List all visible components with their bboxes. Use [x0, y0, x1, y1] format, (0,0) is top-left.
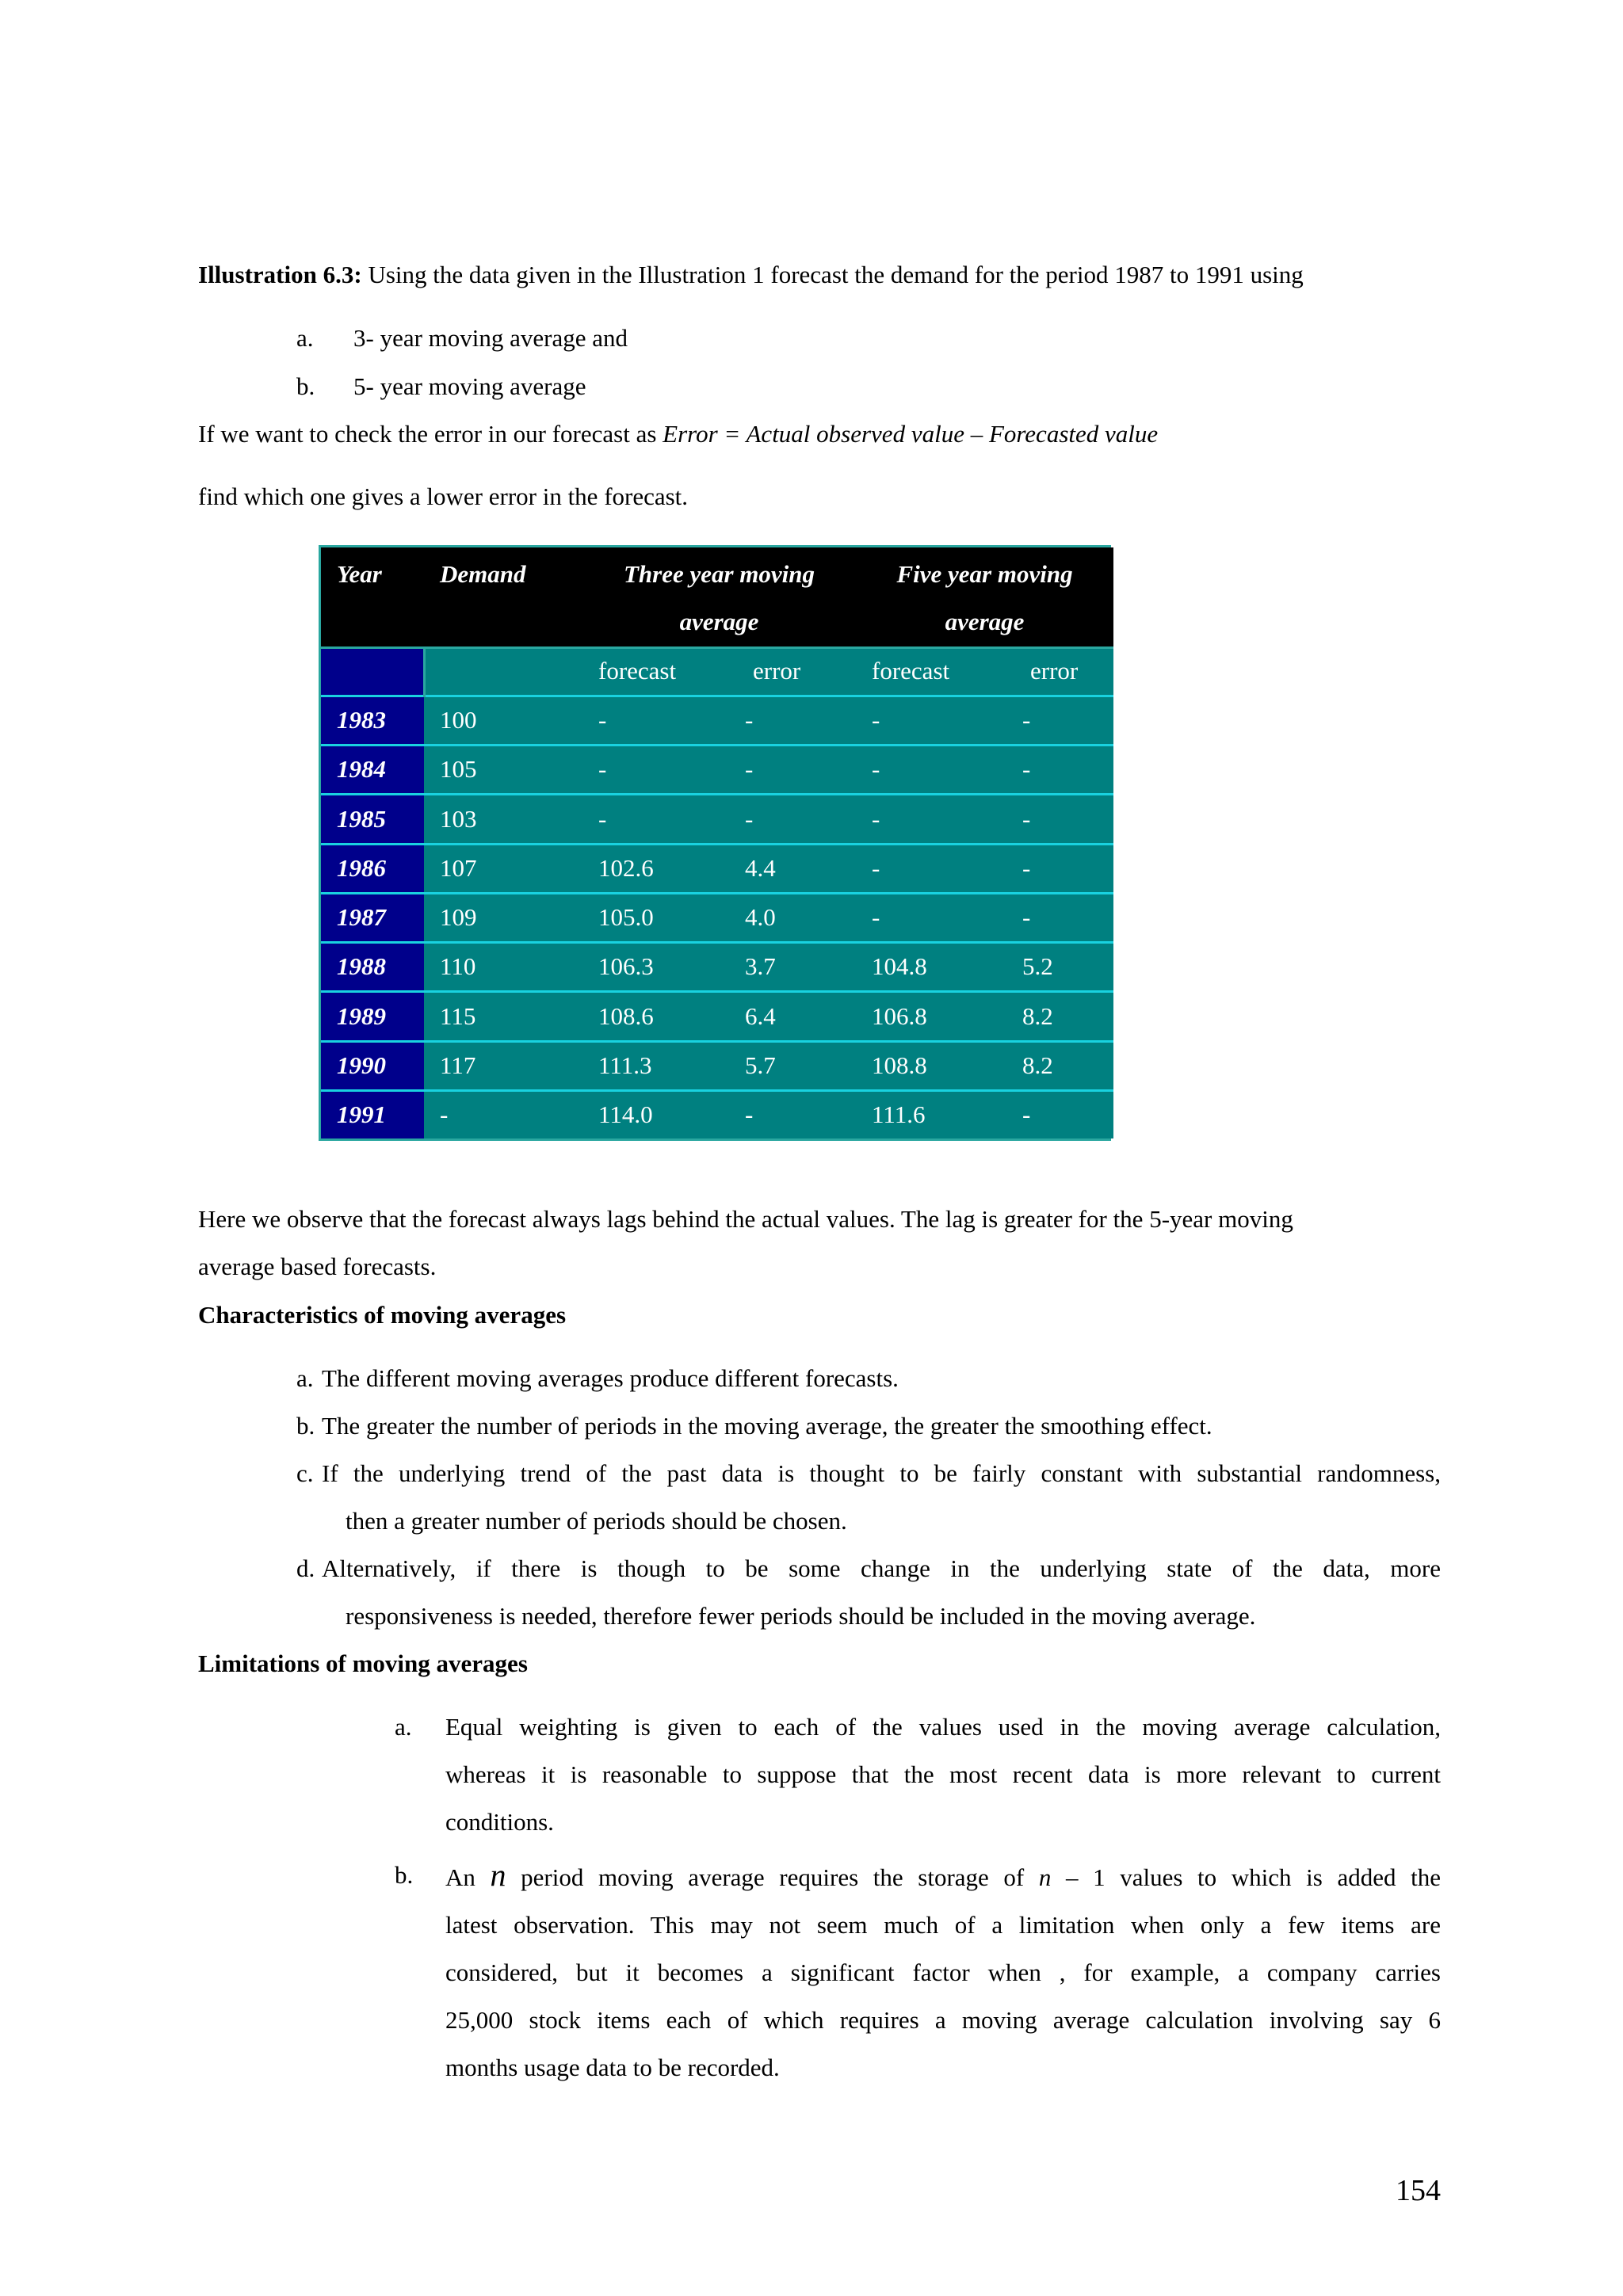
- demand-cell: 110: [424, 943, 582, 992]
- table-row: [321, 696, 1113, 745]
- list-item: Alternatively, if there is though to be some change in the underlying state of the data, more: [322, 1554, 1441, 1582]
- three-year-forecast-cell: -: [582, 795, 729, 844]
- five-year-forecast-cell: -: [856, 893, 1006, 942]
- limitation-a-line: Equal weighting is given to each of the values used in the moving average calculation,: [445, 1713, 1441, 1741]
- table-row: [321, 893, 1113, 942]
- limitation-a-line: conditions.: [445, 1808, 554, 1836]
- five-year-forecast-cell: -: [856, 844, 1006, 893]
- five-year-error-cell: 8.2: [1006, 1041, 1113, 1090]
- list-marker: b.: [395, 1861, 414, 1889]
- three-year-error-cell: 4.4: [729, 844, 856, 893]
- year-cell: 1990: [321, 1041, 424, 1090]
- demand-cell: 115: [424, 992, 582, 1041]
- list-marker: b.: [296, 1412, 315, 1440]
- three-year-error-cell: 6.4: [729, 992, 856, 1041]
- list-marker: c.: [296, 1459, 314, 1487]
- table-row: [321, 844, 1113, 893]
- year-cell: 1983: [321, 696, 424, 745]
- table-row: [321, 1041, 1113, 1090]
- list-item: The different moving averages produce different forecasts.: [322, 1364, 899, 1392]
- list-item: If the underlying trend of the past data is thought to be fairly constant with substantial randomness,: [322, 1459, 1441, 1487]
- three-year-forecast-cell: -: [582, 746, 729, 795]
- header-demand: Demand: [424, 547, 582, 647]
- observation-line: average based forecasts.: [198, 1253, 437, 1280]
- three-year-error-cell: -: [729, 746, 856, 795]
- five-year-error-cell: -: [1006, 795, 1113, 844]
- question-text: find which one gives a lower error in the forecast.: [198, 482, 689, 510]
- list-marker: a.: [296, 1364, 314, 1392]
- limitation-b-line: latest observation. This may not seem much of a limitation when only a few items are: [445, 1911, 1441, 1939]
- five-year-forecast-cell: 111.6: [856, 1090, 1006, 1138]
- year-cell: 1986: [321, 844, 424, 893]
- list-marker: d.: [296, 1554, 315, 1582]
- demand-cell: 117: [424, 1041, 582, 1090]
- demand-cell: 100: [424, 696, 582, 745]
- illustration-label: Illustration 6.3:: [198, 261, 362, 288]
- list-item-continuation: responsiveness is needed, therefore fewer periods should be included in the moving average.: [346, 1602, 1256, 1630]
- three-year-forecast-cell: 106.3: [582, 943, 729, 992]
- three-year-forecast-cell: 111.3: [582, 1041, 729, 1090]
- five-year-error-cell: -: [1006, 696, 1113, 745]
- year-cell: 1988: [321, 943, 424, 992]
- five-year-forecast-cell: -: [856, 746, 1006, 795]
- five-year-forecast-cell: 108.8: [856, 1041, 1006, 1090]
- limitation-b-line: 25,000 stock items each of which requires a moving average calculation involving say 6: [445, 2006, 1441, 2034]
- list-marker: b.: [296, 372, 315, 400]
- three-year-forecast-cell: 108.6: [582, 992, 729, 1041]
- three-year-error-cell: 4.0: [729, 893, 856, 942]
- list-item: 3- year moving average and: [353, 324, 628, 352]
- demand-cell: -: [424, 1090, 582, 1138]
- table-row: [321, 795, 1113, 844]
- subheader-error: error: [1006, 647, 1113, 696]
- demand-cell: 103: [424, 795, 582, 844]
- error-formula: Error = Actual observed value – Forecasted value: [663, 420, 1159, 448]
- table-row: [321, 943, 1113, 992]
- variable-n: n: [1038, 1863, 1052, 1891]
- table-subheader-row: [321, 647, 1113, 696]
- three-year-error-cell: 5.7: [729, 1041, 856, 1090]
- limitation-b-line: considered, but it becomes a significant factor when , for example, a company carries: [445, 1958, 1441, 1986]
- five-year-forecast-cell: 106.8: [856, 992, 1006, 1041]
- header-year: Year: [321, 547, 424, 647]
- three-year-forecast-cell: 114.0: [582, 1090, 729, 1138]
- limitation-a-line: whereas it is reasonable to suppose that the most recent data is more relevant to current: [445, 1760, 1441, 1788]
- moving-average-table: [319, 545, 1111, 1141]
- error-prefix: If we want to check the error in our forecast as: [198, 420, 663, 448]
- variable-n: n: [490, 1857, 506, 1893]
- table-header-row: [321, 547, 1113, 647]
- three-year-error-cell: 3.7: [729, 943, 856, 992]
- year-cell: 1985: [321, 795, 424, 844]
- illustration-intro: [198, 259, 1304, 291]
- header-five-year: Five year moving average: [856, 547, 1113, 647]
- year-cell: 1987: [321, 893, 424, 942]
- five-year-error-cell: 8.2: [1006, 992, 1113, 1041]
- year-cell: 1991: [321, 1090, 424, 1138]
- page-number: 154: [1396, 2174, 1441, 2207]
- demand-cell: 107: [424, 844, 582, 893]
- five-year-error-cell: -: [1006, 746, 1113, 795]
- five-year-error-cell: 5.2: [1006, 943, 1113, 992]
- three-year-forecast-cell: 105.0: [582, 893, 729, 942]
- illustration-text: Using the data given in the Illustration 1 forecast the demand for the period 1987 to 1991 using: [361, 261, 1304, 288]
- three-year-error-cell: -: [729, 1090, 856, 1138]
- three-year-error-cell: -: [729, 696, 856, 745]
- list-marker: a.: [395, 1713, 412, 1741]
- observation-line: Here we observe that the forecast always lags behind the actual values. The lag is greater for the 5-year moving: [198, 1205, 1293, 1233]
- table-row: [321, 992, 1113, 1041]
- header-three-year: Three year moving average: [582, 547, 856, 647]
- subheader-forecast: forecast: [856, 647, 1006, 696]
- five-year-error-cell: -: [1006, 844, 1113, 893]
- subheader-error: error: [729, 647, 856, 696]
- list-item: 5- year moving average: [353, 372, 586, 400]
- list-item: The greater the number of periods in the moving average, the greater the smoothing effect.: [322, 1412, 1212, 1440]
- three-year-error-cell: -: [729, 795, 856, 844]
- limitations-heading: Limitations of moving averages: [198, 1650, 528, 1677]
- five-year-error-cell: -: [1006, 893, 1113, 942]
- table-row: [321, 746, 1113, 795]
- limitation-b-line: An n period moving average requires the storage of n – 1 values to which is added the: [445, 1857, 1441, 1893]
- list-item-continuation: then a greater number of periods should be chosen.: [346, 1507, 847, 1535]
- subheader-forecast: forecast: [582, 647, 729, 696]
- list-marker: a.: [296, 324, 314, 352]
- error-definition: [198, 418, 1158, 450]
- characteristics-heading: Characteristics of moving averages: [198, 1301, 567, 1329]
- limitation-b-line: months usage data to be recorded.: [445, 2054, 780, 2081]
- five-year-forecast-cell: 104.8: [856, 943, 1006, 992]
- demand-cell: 105: [424, 746, 582, 795]
- five-year-error-cell: -: [1006, 1090, 1113, 1138]
- year-cell: 1984: [321, 746, 424, 795]
- demand-cell: 109: [424, 893, 582, 942]
- five-year-forecast-cell: -: [856, 696, 1006, 745]
- three-year-forecast-cell: -: [582, 696, 729, 745]
- three-year-forecast-cell: 102.6: [582, 844, 729, 893]
- five-year-forecast-cell: -: [856, 795, 1006, 844]
- year-cell: 1989: [321, 992, 424, 1041]
- table-row: [321, 1090, 1113, 1138]
